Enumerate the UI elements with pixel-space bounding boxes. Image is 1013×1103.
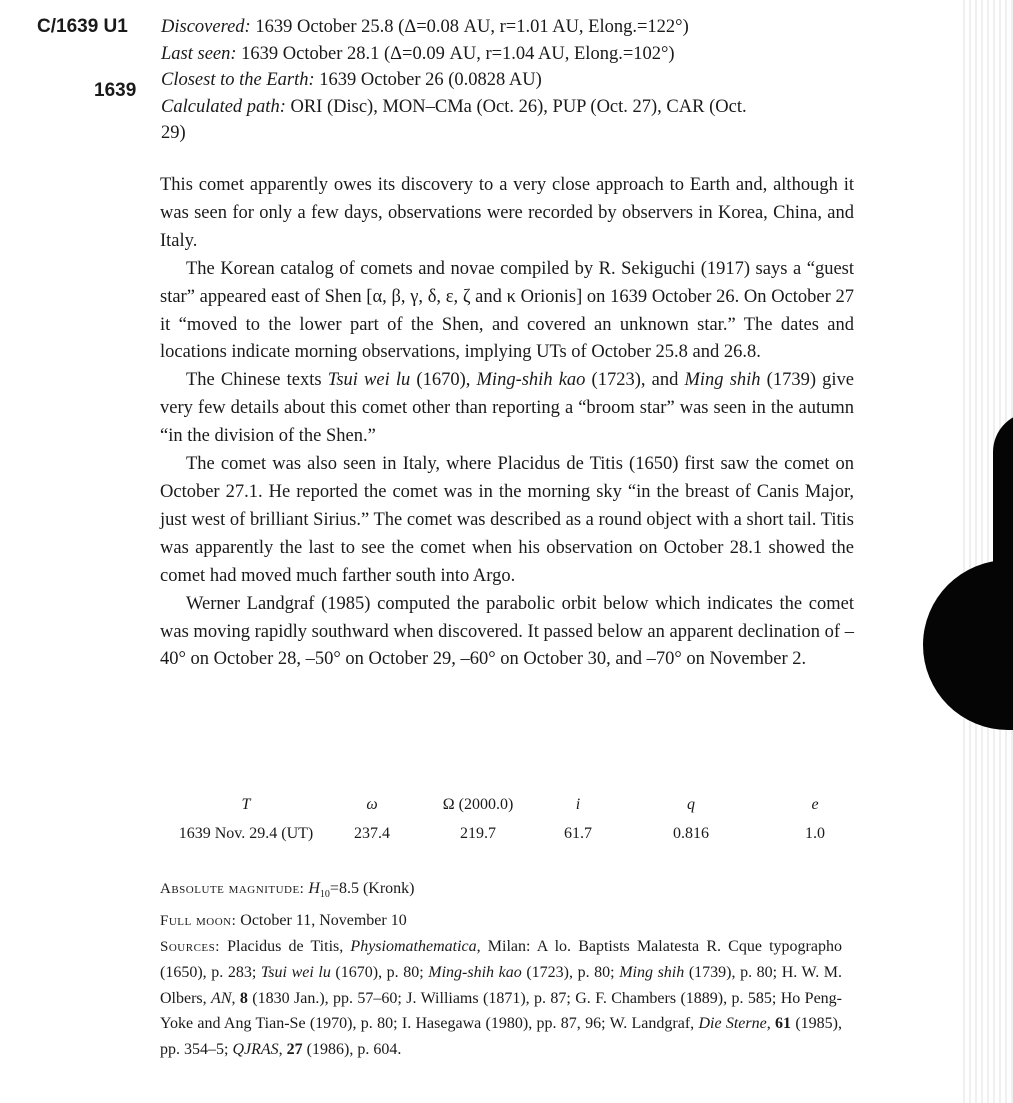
src-text: Placidus de Titis, xyxy=(219,938,351,955)
cell-node: 219.7 xyxy=(460,824,496,842)
src-title: Die Sterne xyxy=(698,1015,767,1033)
src-title: Ming shih xyxy=(619,964,685,982)
src-volume: 61 xyxy=(775,1015,792,1033)
cell-omega: 237.4 xyxy=(354,824,390,842)
absolute-magnitude xyxy=(160,876,842,908)
abs-mag-value: =8.5 (Kronk) xyxy=(329,880,415,897)
src-text: (1670), p. 80; xyxy=(330,964,429,982)
full-moon-value: October 11, November 10 xyxy=(240,911,407,929)
discovered-line xyxy=(161,14,861,41)
body-text xyxy=(160,172,854,674)
paragraph-4: The comet was also seen in Italy, where Placidus de Titis (1650) first saw the comet on October 27.1. He reported the comet was in the morning sky “in the breast of Canis Major, just west of brilliant Sirius.” The comet was described as a round object with a short tail. Titis was apparently the last to see the comet when his observation on October 28.1 showed the comet had moved much farther south into Argo. xyxy=(160,454,854,586)
cell-e: 1.0 xyxy=(805,824,825,842)
p3-text-d: (1739) give very few details about this comet other than reporting a “broom star” was seen in the autumn “in the division of the Shen.” xyxy=(160,370,854,447)
header-i: i xyxy=(575,795,581,813)
footer-notes xyxy=(160,876,842,1062)
src-title: Tsui wei lu xyxy=(260,964,331,982)
src-text: (1830 Jan.), pp. 57–60; J. Williams (1871), p. 87; G. F. Chambers (1889), p. 585; Ho Peng-Yoke and Ang Tian-Se (1970), p. 80; I. Hasegawa (1980), pp. 87, 96; W. Landgraf, xyxy=(160,989,843,1033)
header-node: Ω (2000.0) xyxy=(442,795,514,813)
path-label: Calculated path: xyxy=(161,96,286,117)
paragraph-3 xyxy=(160,367,854,451)
p3-text-a: The Chinese texts xyxy=(186,370,328,391)
src-text: , xyxy=(231,989,240,1007)
cell-q: 0.816 xyxy=(673,824,709,842)
paragraph-5: Werner Landgraf (1985) computed the parabolic orbit below which indicates the comet was moving rapidly southward when discovered. It passed below an apparent declination of –40° on October 28, –50° on October 29, –60° on October 30, and –70° on November 2. xyxy=(160,593,854,670)
abs-mag-sub: 10 xyxy=(319,889,330,901)
header-q: q xyxy=(687,795,695,813)
closest-value: 1639 October 26 (0.0828 AU) xyxy=(319,70,542,90)
cell-T: 1639 Nov. 29.4 (UT) xyxy=(178,824,314,842)
scan-shadow-lower xyxy=(923,560,1013,730)
p3-text-b: (1670), xyxy=(410,370,477,391)
src-title: QJRAS xyxy=(232,1040,279,1058)
src-volume: 8 xyxy=(239,989,248,1007)
src-text: (1723), p. 80; xyxy=(521,964,620,982)
closest-line xyxy=(161,67,861,94)
table-row xyxy=(160,819,860,848)
discovered-value: 1639 October 25.8 (Δ=0.08 AU, r=1.01 AU, Elong.=122°) xyxy=(255,17,689,37)
title-ming-shih-kao: Ming-shih kao xyxy=(476,370,586,391)
comet-header xyxy=(161,14,861,147)
table-header-row xyxy=(160,790,860,819)
src-volume: 27 xyxy=(286,1040,303,1058)
src-text: (1739), p. 80; H. W. M. Olbers, xyxy=(160,964,843,1007)
path-line xyxy=(161,94,861,121)
last-seen-line xyxy=(161,41,861,68)
path-line-2: 29) xyxy=(161,123,186,143)
abs-mag-label: Absolute magnitude: xyxy=(160,881,305,897)
src-title: Ming-shih kao xyxy=(428,964,522,982)
src-text: , xyxy=(278,1040,287,1058)
cell-i: 61.7 xyxy=(564,824,592,842)
title-ming-shih: Ming shih xyxy=(684,370,761,391)
path-value: ORI (Disc), MON–CMa (Oct. 26), PUP (Oct. 27), CAR (Oct. xyxy=(290,96,747,117)
p3-text-c: (1723), and xyxy=(585,370,685,391)
comet-designation: C/1639 U1 xyxy=(37,16,128,37)
full-moon xyxy=(160,908,842,934)
full-moon-label: Full moon: xyxy=(160,912,237,929)
src-text: , Milan: A lo. Baptists Malatesta R. Cque typographo (1650), p. 283; xyxy=(160,938,842,982)
abs-mag-H: H xyxy=(308,880,320,897)
last-seen-label: Last seen: xyxy=(161,43,237,64)
src-text: , xyxy=(766,1015,776,1033)
sources xyxy=(160,934,842,1062)
src-title: Physiomathematica xyxy=(350,938,477,955)
header-e: e xyxy=(811,795,819,813)
paragraph-2: The Korean catalog of comets and novae compiled by R. Sekiguchi (1917) says a “guest star” appeared east of Shen [α, β, γ, δ, ε, ζ and κ Orionis] on 1639 October 26. On October 27 it “moved to the lower part of the Shen, and covered an unknown star.” The dates and locations indicate morning observations, implying UTs of October 25.8 and 26.8. xyxy=(160,258,854,363)
comet-year: 1639 xyxy=(94,80,137,101)
header-omega: ω xyxy=(366,795,378,813)
sources-label: Sources: xyxy=(160,939,220,955)
header-T: T xyxy=(241,795,251,813)
src-text: (1985), pp. 354–5; xyxy=(160,1015,843,1058)
discovered-label: Discovered: xyxy=(161,17,251,37)
orbit-elements-table xyxy=(160,790,860,848)
src-text: (1986), p. 604. xyxy=(302,1040,402,1058)
last-seen-value: 1639 October 28.1 (Δ=0.09 AU, r=1.04 AU, Elong.=102°) xyxy=(241,43,675,64)
paragraph-1: This comet apparently owes its discovery to a very close approach to Earth and, although it was seen for only a few days, observations were recorded by observers in Korea, China, and Italy. xyxy=(160,175,854,251)
src-title: AN xyxy=(211,989,232,1007)
title-tsui-wei-lu: Tsui wei lu xyxy=(327,370,411,391)
closest-label: Closest to the Earth: xyxy=(161,70,315,90)
